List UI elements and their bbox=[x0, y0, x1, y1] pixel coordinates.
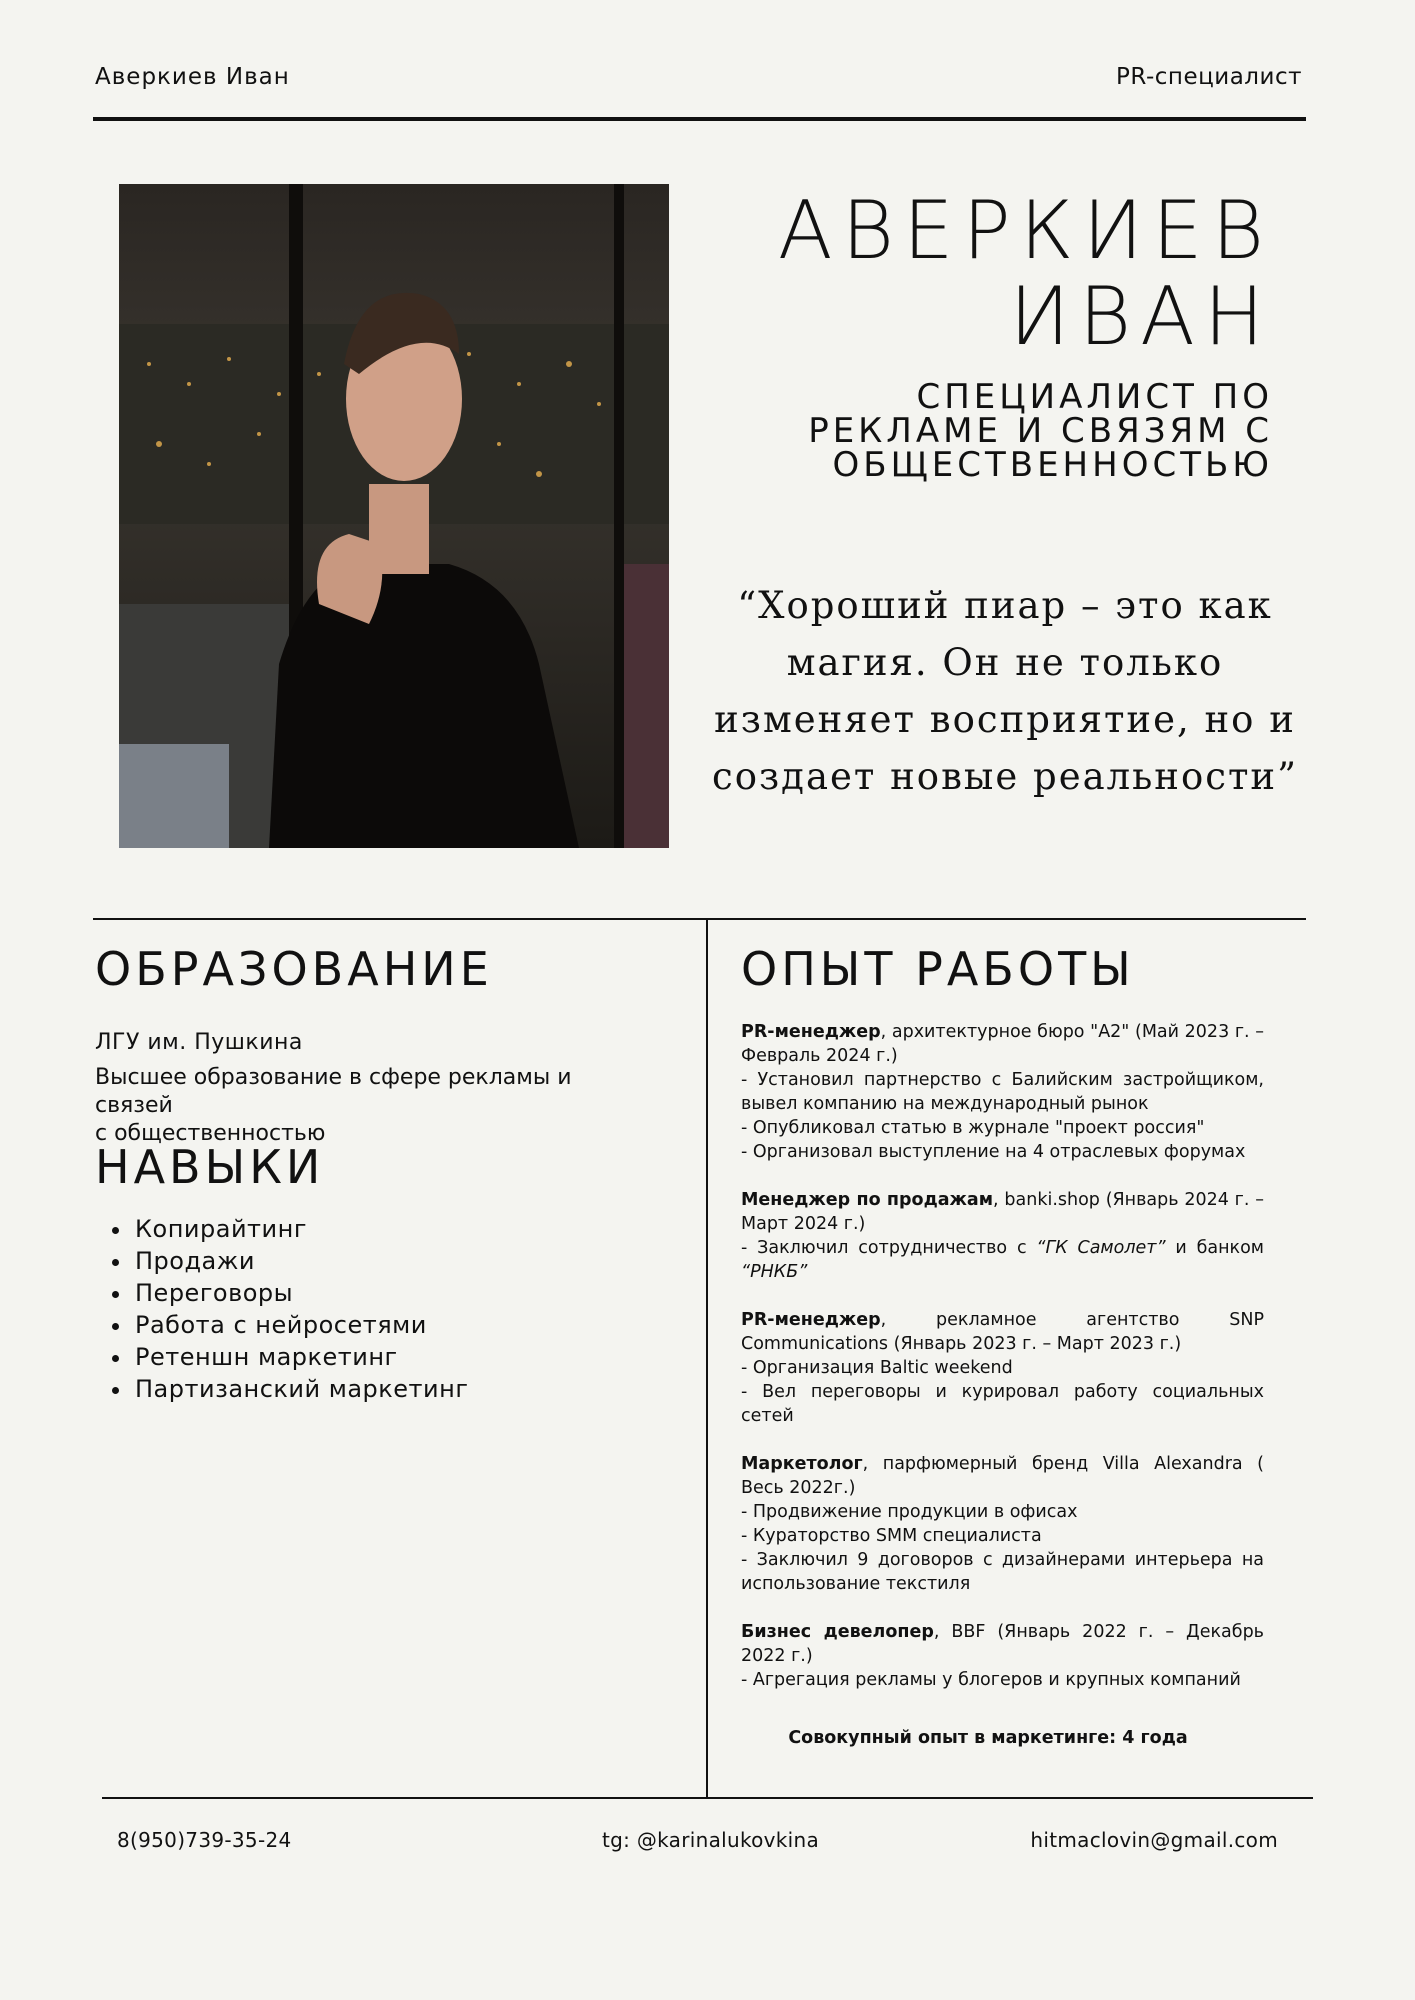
experience-title: ОПЫТ РАБОТЫ bbox=[741, 942, 1135, 996]
job-title: Менеджер по продажам bbox=[741, 1190, 994, 1210]
job-entry bbox=[741, 1020, 1264, 1164]
job-bullet: - Установил партнерство с Балийским застройщиком, вывел компанию на международный рынок bbox=[741, 1070, 1264, 1114]
skill-item: • Партизанский маркетинг bbox=[133, 1373, 468, 1405]
job-bullet: - Организовал выступление на 4 отраслевых форумах bbox=[741, 1142, 1246, 1162]
contact-phone: 8(950)739-35-24 bbox=[117, 1828, 292, 1852]
skill-item: • Копирайтинг bbox=[133, 1213, 468, 1245]
education-title: ОБРАЗОВАНИЕ bbox=[95, 942, 493, 996]
experience-list bbox=[741, 1020, 1264, 1716]
job-company: , архитектурное бюро "А2" (Май 2023 г. – Февраль 2024 г.) bbox=[741, 1022, 1264, 1066]
skill-item: • Переговоры bbox=[133, 1277, 468, 1309]
job-bullet: - Продвижение продукции в офисах bbox=[741, 1502, 1078, 1522]
contact-telegram: tg: @karinalukovkina bbox=[602, 1828, 820, 1852]
job-title: Бизнес девелопер bbox=[741, 1622, 934, 1642]
hero-name: АВЕРКИЕВ ИВАН bbox=[777, 184, 1273, 363]
job-title: PR-менеджер bbox=[741, 1022, 881, 1042]
header-role: PR-специалист bbox=[1116, 64, 1302, 90]
education-description: Высшее образование в сфере рекламы и связей с общественностью bbox=[95, 1065, 572, 1146]
job-bullet: - Агрегация рекламы у блогеров и крупных компаний bbox=[741, 1670, 1241, 1690]
skill-item: • Продажи bbox=[133, 1245, 468, 1277]
skill-item: • Ретеншн маркетинг bbox=[133, 1341, 468, 1373]
job-entry bbox=[741, 1452, 1264, 1596]
job-bullet: - Кураторство SMM специалиста bbox=[741, 1526, 1042, 1546]
skill-item: • Работа с нейросетями bbox=[133, 1309, 468, 1341]
job-title: PR-менеджер bbox=[741, 1310, 881, 1330]
total-experience: Совокупный опыт в маркетинге: 4 года bbox=[788, 1728, 1188, 1748]
hero-subtitle: СПЕЦИАЛИСТ ПО РЕКЛАМЕ И СВЯЗЯМ С ОБЩЕСТВЕННОСТЬЮ bbox=[808, 377, 1273, 485]
profile-photo bbox=[119, 184, 669, 848]
job-bullet: - Организация Baltic weekend bbox=[741, 1358, 1013, 1378]
contact-email: hitmaclovin@gmail.com bbox=[1030, 1828, 1278, 1852]
job-bullet: - Заключил 9 договоров с дизайнерами интерьера на использование текстиля bbox=[741, 1550, 1264, 1594]
footer-divider bbox=[102, 1797, 1313, 1799]
job-entry bbox=[741, 1620, 1264, 1692]
job-bullet: - Вел переговоры и курировал работу социальных сетей bbox=[741, 1382, 1264, 1426]
column-divider bbox=[706, 918, 708, 1798]
job-company: , рекламное агентство SNP Communications (Январь 2023 г. – Март 2023 г.) bbox=[741, 1310, 1264, 1354]
job-entry bbox=[741, 1308, 1264, 1428]
skills-list bbox=[95, 1213, 468, 1405]
skills-title: НАВЫКИ bbox=[95, 1140, 325, 1194]
header-name: Аверкиев Иван bbox=[95, 64, 290, 90]
job-company: , BBF (Январь 2022 г. – Декабрь 2022 г.) bbox=[741, 1622, 1264, 1666]
education-school: ЛГУ им. Пушкина bbox=[95, 1030, 303, 1055]
job-company: , banki.shop (Январь 2024 г. – Март 2024 г.) bbox=[741, 1190, 1264, 1234]
job-entry bbox=[741, 1188, 1264, 1284]
header-divider bbox=[93, 117, 1306, 121]
hero-quote: “Хороший пиар – это как магия. Он не только изменяет восприятие, но и создает новые реальности” bbox=[711, 584, 1298, 798]
job-company: , парфюмерный бренд Villa Alexandra ( Весь 2022г.) bbox=[741, 1454, 1264, 1498]
section-divider bbox=[93, 918, 1306, 920]
job-bullet: - Опубликовал статью в журнале "проект россия" bbox=[741, 1118, 1205, 1138]
job-title: Маркетолог bbox=[741, 1454, 863, 1474]
job-bullet: - Заключил сотрудничество с “ГК Самолет” и банком “РНКБ” bbox=[741, 1238, 1265, 1282]
